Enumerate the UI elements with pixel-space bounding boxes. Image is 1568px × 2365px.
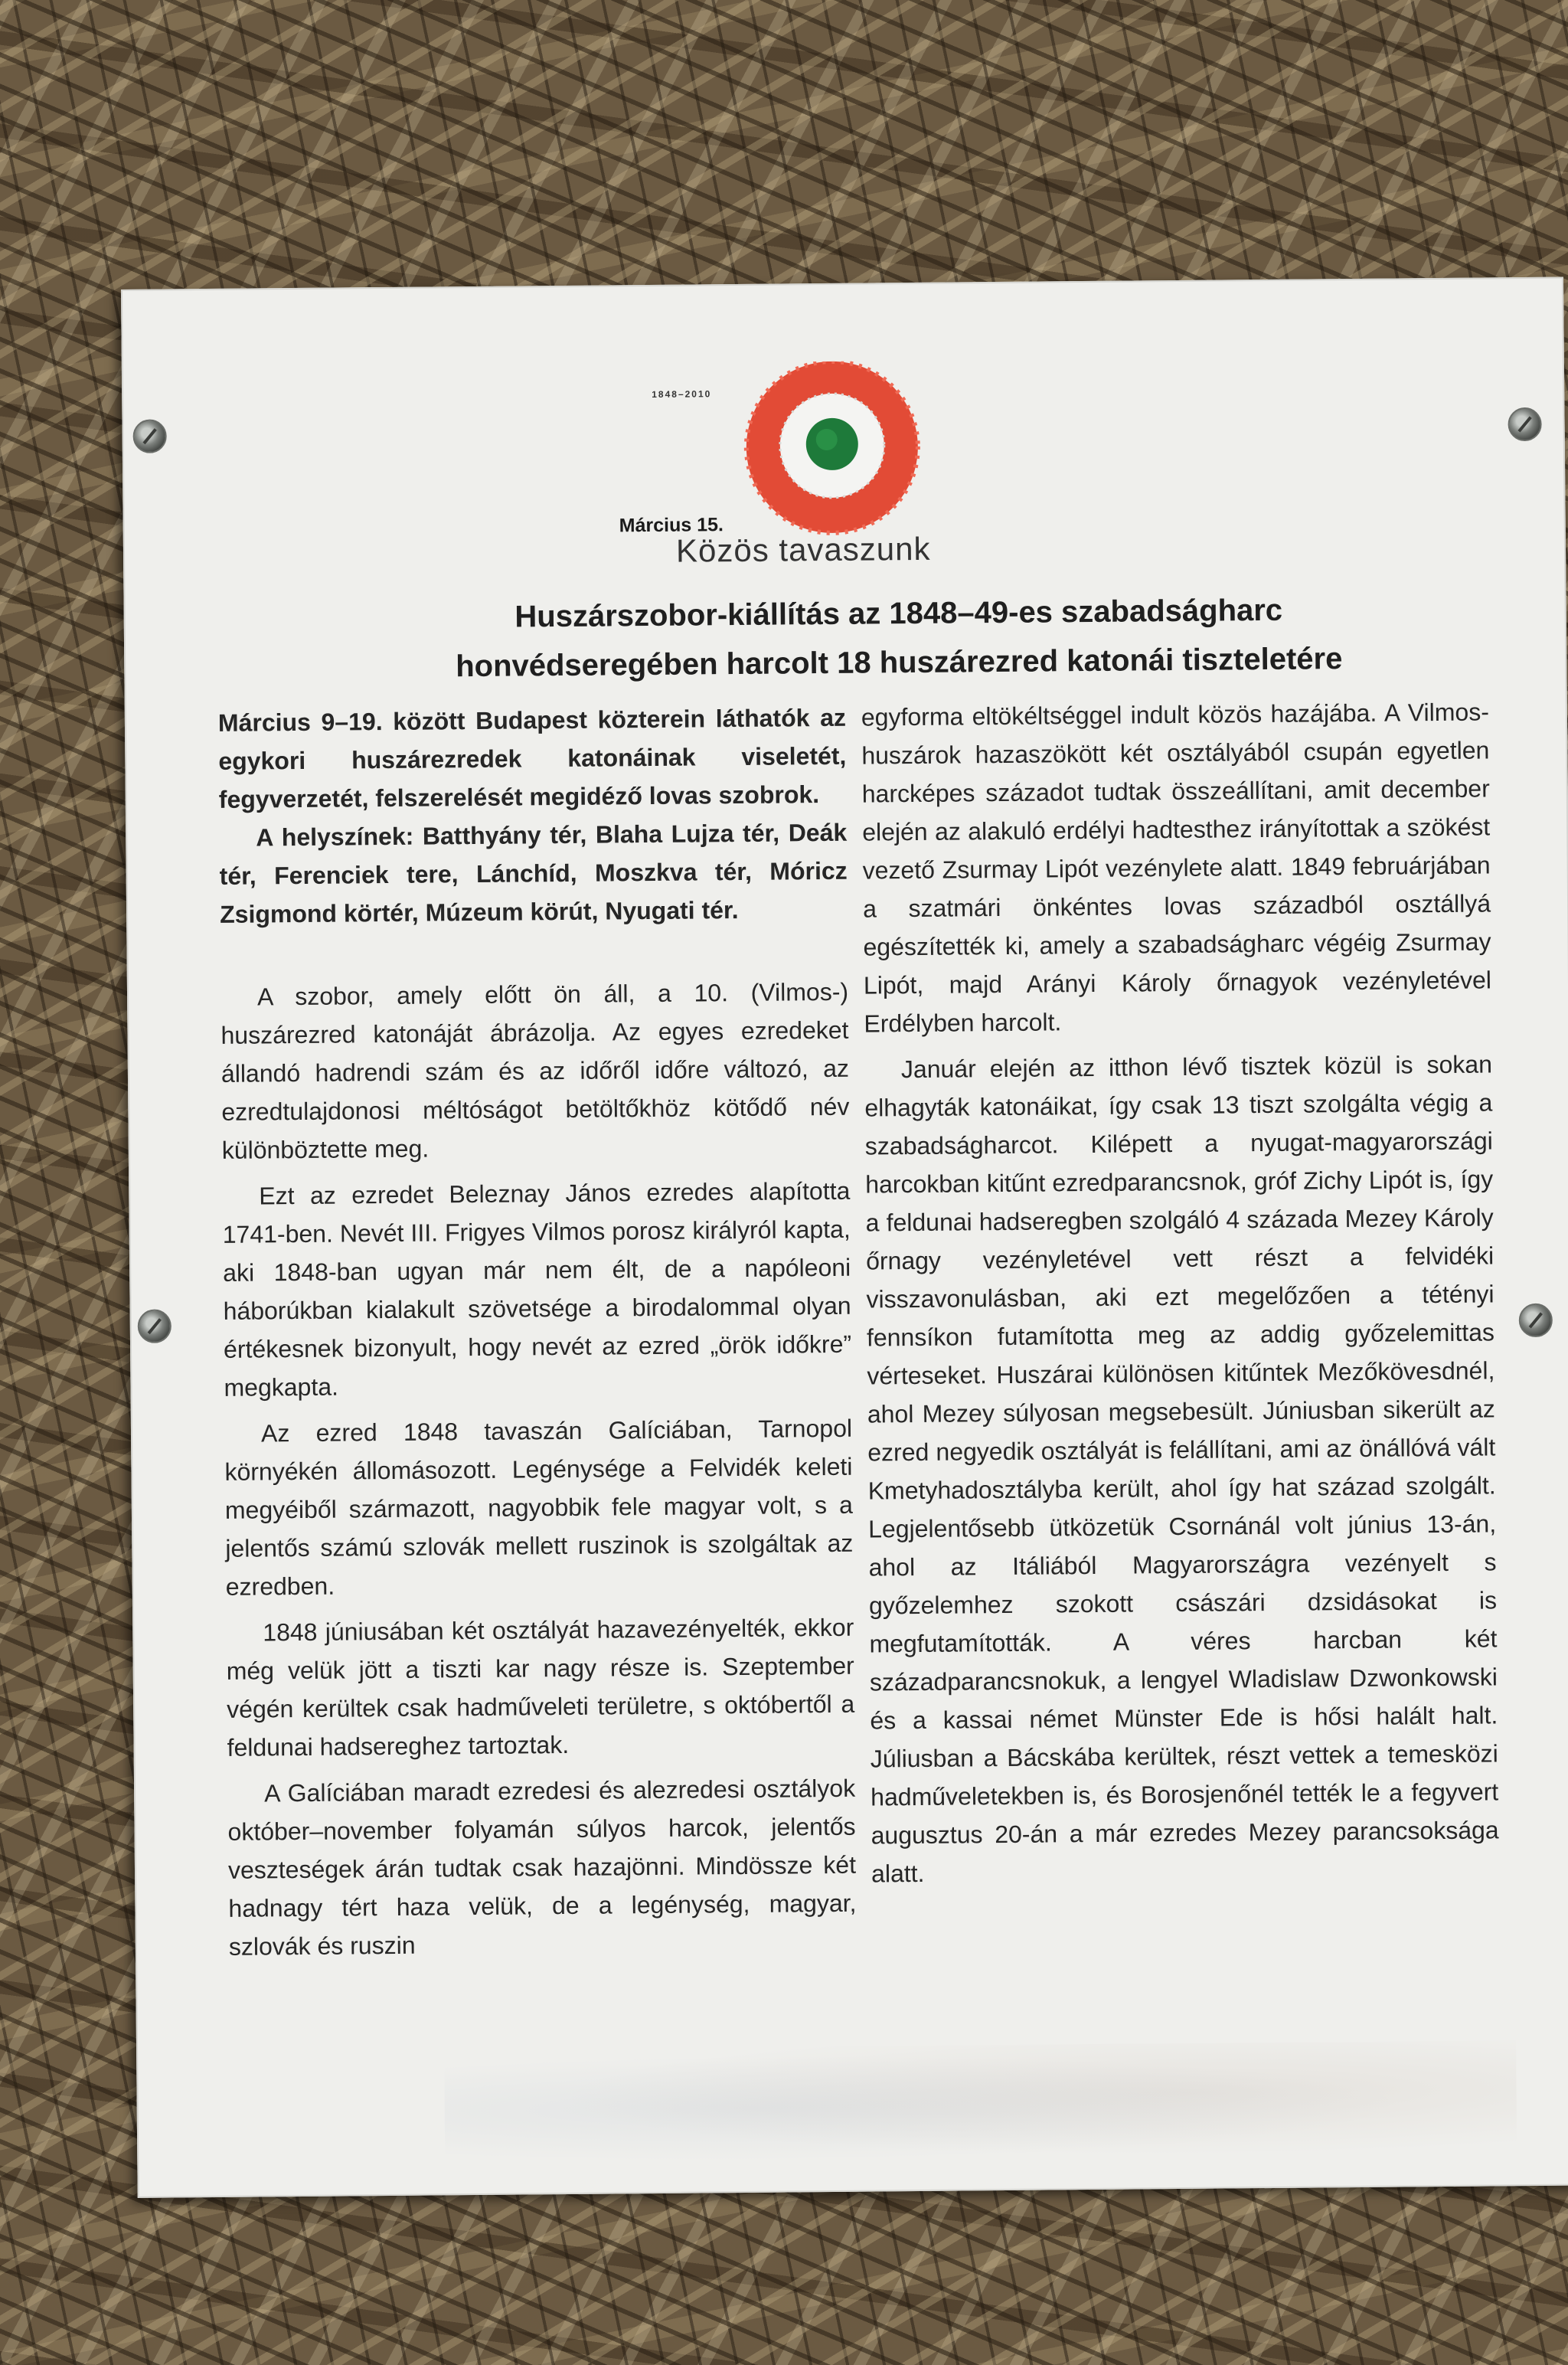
body-paragraph: A szobor, amely előtt ön áll, a 10. (Vilmos-) huszárezred katonáját ábrázolja. Az egyes ezredeket állandó hadrendi szám és az időről időre változó, az ezredtulajdonosi méltóságot betöltőkhöz kötődő név különböztette meg.	[220, 977, 850, 1164]
cockade-logo-icon	[736, 361, 929, 542]
logo-slogan: Közös tavaszunk	[675, 530, 931, 569]
body-paragraph: Január elején az itthon lévő tisztek közül is sokan elhagyták katonáikat, így csak 13 tiszt szolgálta végig a szabadságharcot. Kilépett a nyugat-magyarországi harcokban kitűnt ezredparancsnok, gróf Zichy Lipót is, így a feldunai hadseregben szolgáló 4 százada Mezey Károly őrnagy vezényletével vett részt a felvidéki visszavonulásban, aki ezt megelőzően a tétényi fennsíkon futamította meg az addig győzelemittas vérteseket. Huszárai különösen kitűntek Mezőkövesdnél, ahol Mezey súlyosan megsebesült. Júniusban sikerült az ezred negyedik osztályát is felállítani, ami az önállóvá vált Kmetyhadosztályba került, ahol így hat század szolgált. Legjelentősebb ütközetük Csornánál volt június 13-án, ahol az Itáliából Magyarországra vezényelt s győzelemhez szokott császári dzsidásokat is megfutamították. A véres harcban két századparancsnokuk, a lengyel Wladislaw Dzwonkowski és a kassai német Münster Ede is hősi halált halt. Júliusban a Bácskába kerültek, részt vettek a temesközi hadműveletekben is, és Borosjenőnél tették le a fegyvert augusztus 20-án a már ezredes Mezey parancsoksága alatt.	[864, 1050, 1499, 1888]
title-line-2: honvédseregében harcolt 18 huszárezred katonái tiszteletére	[456, 642, 1343, 684]
body-paragraph: A Galíciában maradt ezredesi és alezredesi osztályok október–november folyamán súlyos harcok, jelentős veszteségek árán tudtak csak hazajönni. Mindössze két hadnagy tért haza velük, de a legénység, magyar, szlovák és ruszin	[227, 1774, 857, 1961]
screw-top-left-icon	[132, 419, 166, 453]
faded-background-illustration	[444, 2040, 1517, 2172]
text-column-left	[218, 698, 857, 1974]
page-title	[240, 584, 1557, 693]
title-line-1: Huszárszobor-kiállítás az 1848–49-es szabadságharc	[514, 593, 1283, 634]
body-paragraph: egyforma eltökéltséggel indult közös hazájába. A Vilmos-huszárok hazaszökött két osztályából csupán egyetlen harcképes századot tudtak összeállítani, amit december elején az alakuló erdélyi hadtesthez irányítottak a szökést vezető Zsurmay Lipót vezénylete alatt. 1849 februárjában a szatmári önkéntes lovas századból osztállyá egészítették ki, amely a szabadságharc végéig Zsurmay Lipót, majd Arányi Károly őrnagyok vezényletével Erdélyben harcolt.	[861, 698, 1492, 1038]
body-paragraph: Ezt az ezredet Beleznay János ezredes alapította 1741-ben. Nevét III. Frigyes Vilmos porosz királyról kapta, aki 1848-ban ugyan már nem élt, de a napóleoni háborúkban kialakult szövetsége a birodalommal olyan értékesnek bizonyult, hogy nevét az ezred „örök időkre” megkapta.	[222, 1176, 852, 1402]
logo-year-range: 1848–2010	[652, 388, 712, 400]
body-paragraph: 1848 júniusában két osztályát hazavezényelték, ekkor még velük jött a tiszti kar nagy része is. Szeptember végén kerültek csak hadműveleti területre, s októbertől a feldunai hadsereghez tartoztak.	[226, 1613, 855, 1761]
information-sign	[121, 277, 1568, 2198]
logo-date: Március 15.	[619, 514, 724, 537]
body-paragraph: Az ezred 1848 tavaszán Galíciában, Tarnopol környékén állomásozott. Legénysége a Felvidék keleti megyéiből származott, nagyobbik fele magyar volt, s a jelentős számú szlovák mellett ruszinok is szolgáltak az ezredben.	[224, 1414, 854, 1601]
intro-block	[218, 698, 848, 934]
text-column-right	[861, 692, 1500, 1900]
intro-paragraph-dates: Március 9–19. között Budapest közterein láthatók az egykori huszárezredek katonáinak viseletét, fegyverzetét, felszerelését megidéző lovas szobrok.	[217, 703, 847, 813]
screw-top-right-icon	[1508, 407, 1541, 441]
screw-middle-left-icon	[138, 1309, 172, 1343]
screw-middle-right-icon	[1519, 1304, 1553, 1337]
intro-paragraph-locations: A helyszínek: Batthyány tér, Blaha Lujza tér, Deák tér, Ferenciek tere, Lánchíd, Moszkva tér, Móricz Zsigmond körtér, Múzeum körút, Nyugati tér.	[219, 818, 848, 928]
